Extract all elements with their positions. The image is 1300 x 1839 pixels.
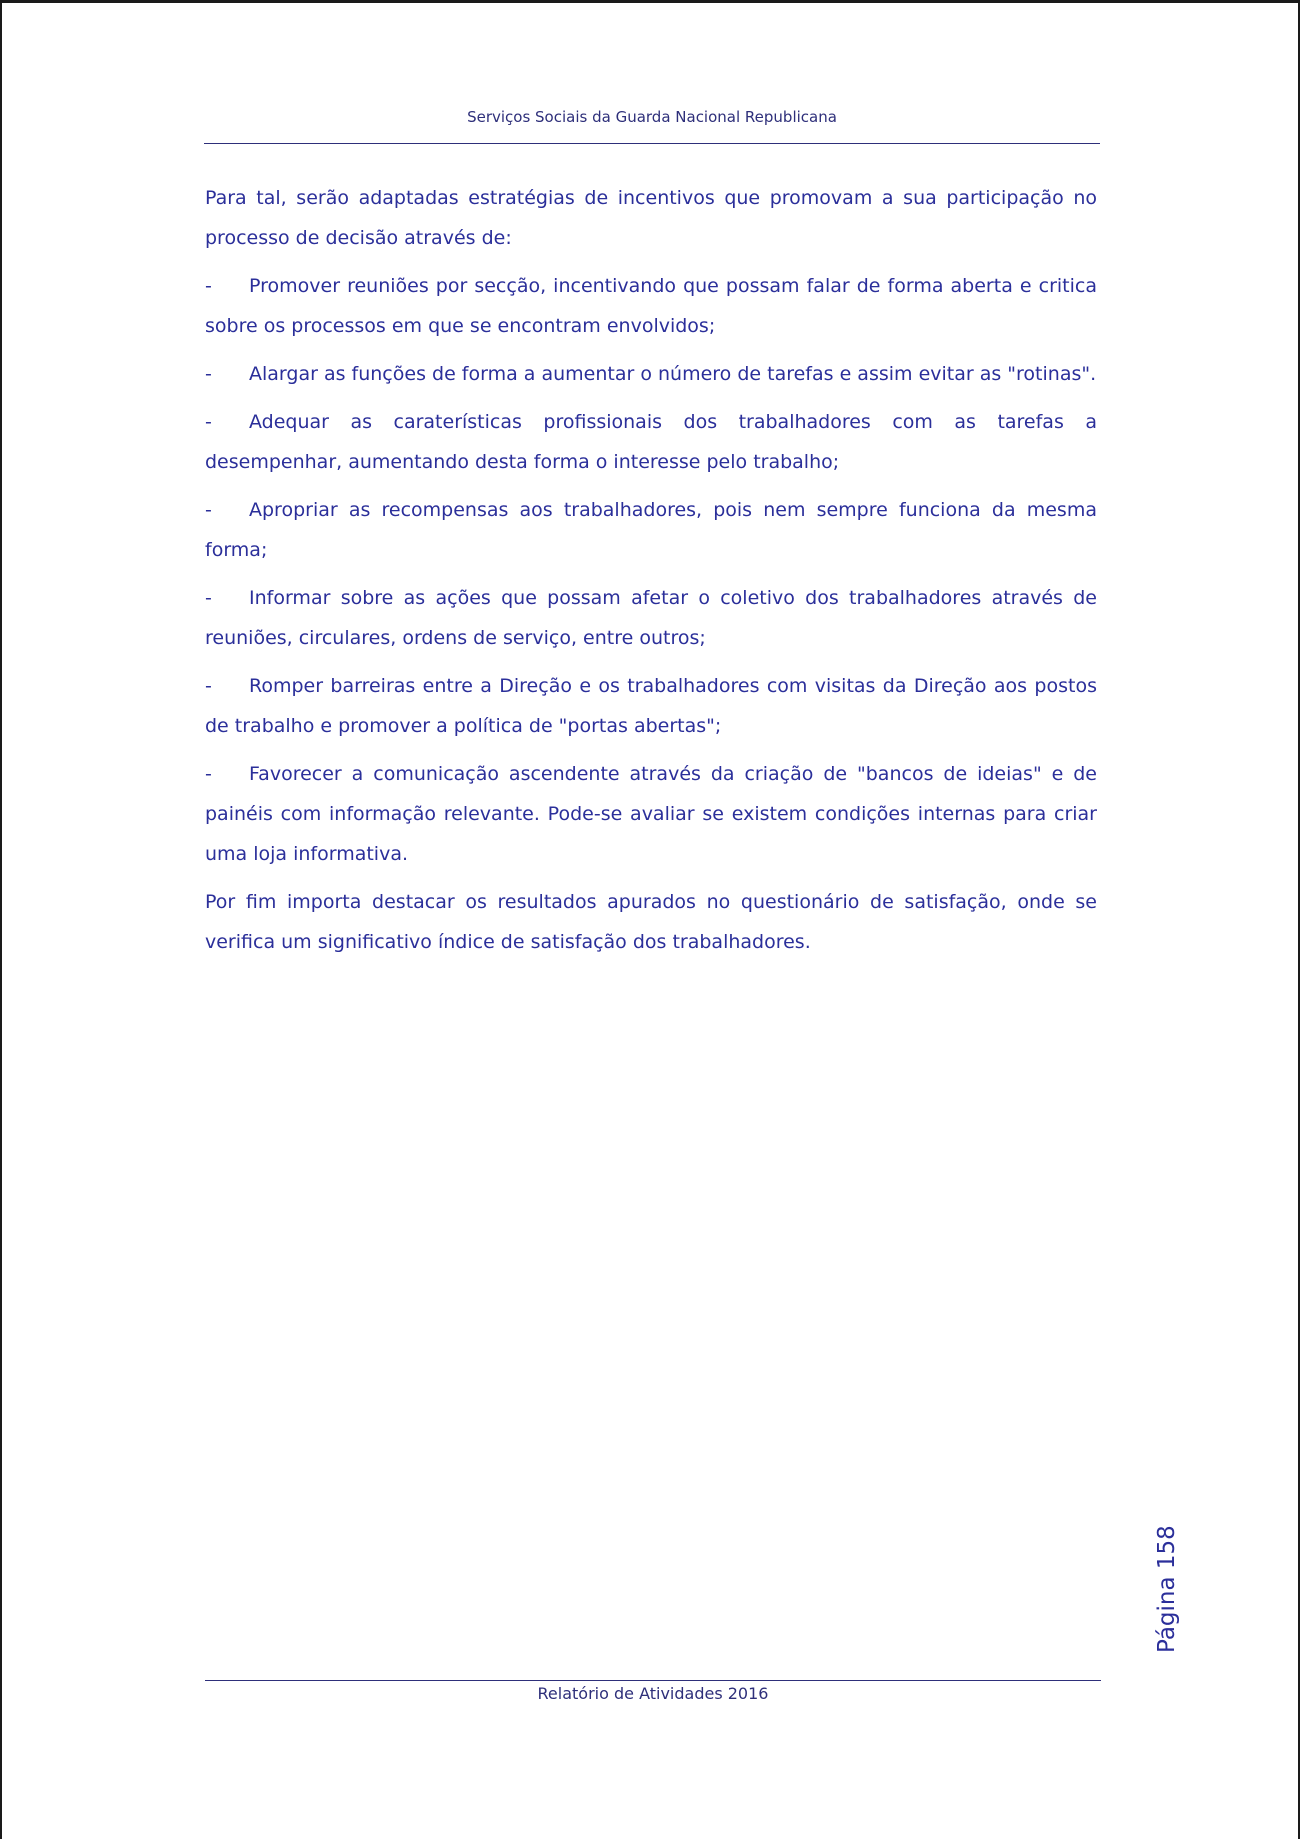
list-item bbox=[205, 754, 1097, 874]
bullet-marker: - bbox=[205, 763, 212, 785]
intro-paragraph: Para tal, serão adaptadas estratégias de incentivos que promovam a sua participação no processo de decisão através de: bbox=[205, 187, 1097, 249]
document-body bbox=[205, 178, 1097, 962]
list-item-text: Alargar as funções de forma a aumentar o número de tarefas e assim evitar as "rotinas". bbox=[249, 363, 1097, 385]
list-item bbox=[205, 402, 1097, 482]
list-item-text: Favorecer a comunicação ascendente através da criação de "bancos de ideias" e de painéis com informação relevante. Pode-se avaliar se existem condições internas para criar uma loja informativa. bbox=[205, 763, 1097, 865]
list-item-text: Romper barreiras entre a Direção e os trabalhadores com visitas da Direção aos postos de trabalho e promover a política de "portas abertas"; bbox=[205, 675, 1097, 737]
bullet-marker: - bbox=[205, 499, 212, 521]
list-item bbox=[205, 490, 1097, 570]
list-item-text: Adequar as caraterísticas profissionais dos trabalhadores com as tarefas a desempenhar, aumentando desta forma o interesse pelo trabalho; bbox=[205, 411, 1097, 473]
page-number-container bbox=[1150, 1525, 1190, 1655]
bullet-marker: - bbox=[205, 675, 212, 697]
bullet-marker: - bbox=[205, 411, 212, 433]
scan-edge-top bbox=[0, 0, 1300, 3]
bullet-marker: - bbox=[205, 587, 212, 609]
list-item bbox=[205, 666, 1097, 746]
bullet-marker: - bbox=[205, 363, 212, 385]
list-item-text: Informar sobre as ações que possam afetar o coletivo dos trabalhadores através de reuniões, circulares, ordens de serviço, entre outros; bbox=[205, 587, 1097, 649]
list-item bbox=[205, 354, 1097, 394]
closing-paragraph: Por fim importa destacar os resultados apurados no questionário de satisfação, onde se verifica um significativo índice de satisfação dos trabalhadores. bbox=[205, 891, 1097, 953]
footer-divider bbox=[205, 1680, 1101, 1681]
list-item bbox=[205, 266, 1097, 346]
page-number: Página 158 bbox=[1154, 1525, 1180, 1653]
page-footer: Relatório de Atividades 2016 bbox=[537, 1684, 769, 1703]
scan-edge-left bbox=[0, 0, 2, 1839]
page-header: Serviços Sociais da Guarda Nacional Republicana bbox=[467, 108, 837, 126]
header-divider bbox=[204, 143, 1100, 144]
list-item bbox=[205, 578, 1097, 658]
list-item-text: Promover reuniões por secção, incentivando que possam falar de forma aberta e critica sobre os processos em que se encontram envolvidos; bbox=[205, 275, 1097, 337]
bullet-marker: - bbox=[205, 275, 212, 297]
list-item-text: Apropriar as recompensas aos trabalhadores, pois nem sempre funciona da mesma forma; bbox=[205, 499, 1097, 561]
